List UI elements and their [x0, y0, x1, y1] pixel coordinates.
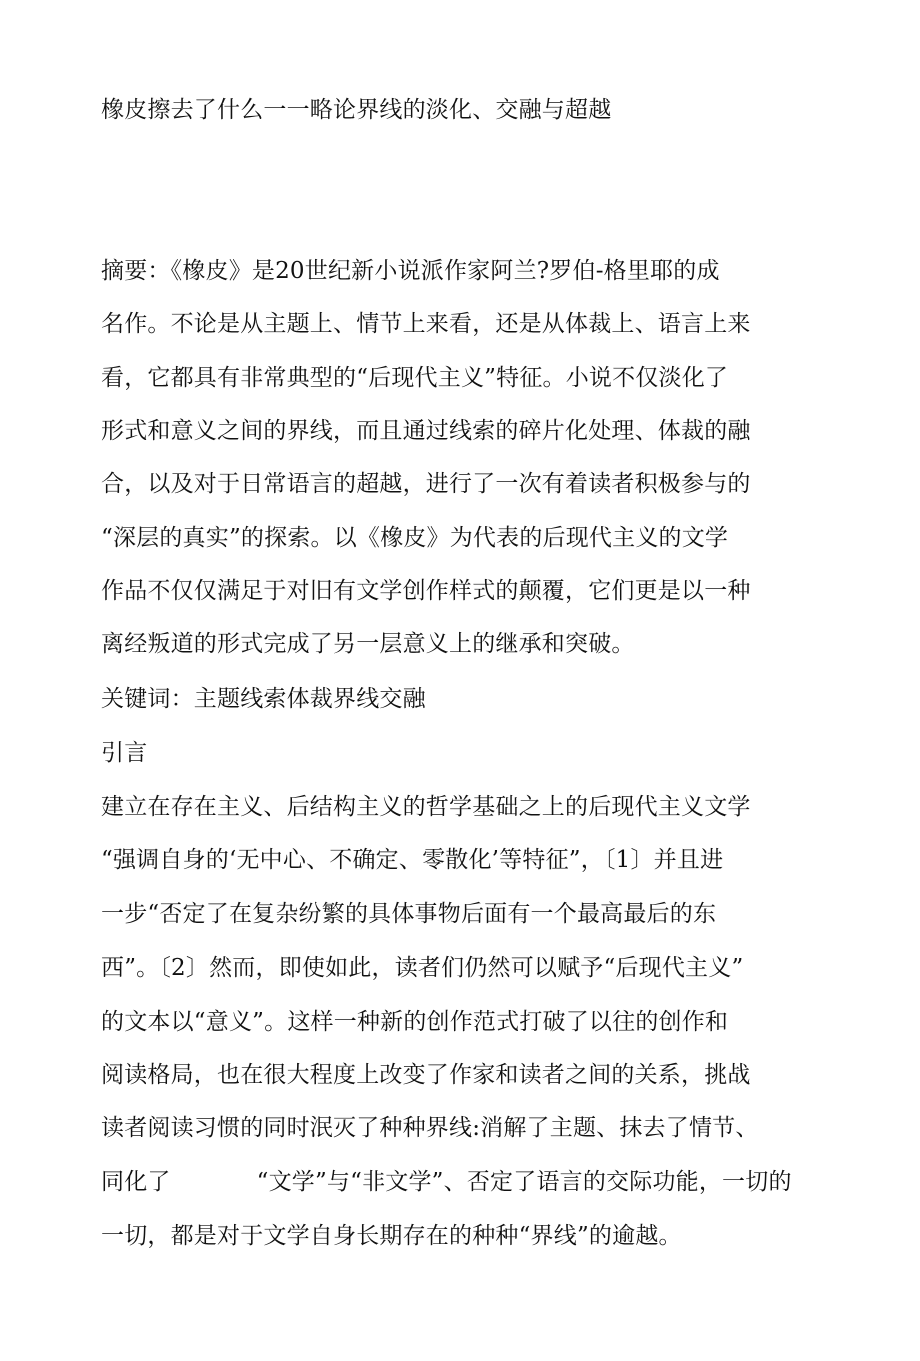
intro-line: [101, 1167, 792, 1197]
abstract-line: 摘要：《橡皮》是20世纪新小说派作家阿兰?罗伯-格里耶的成: [101, 258, 720, 284]
intro-heading: 引言: [101, 740, 148, 766]
abstract-line: 离经叛道的形式完成了另一层意义上的继承和突破。: [101, 631, 635, 657]
document-title: 橡皮擦去了什么一一略论界线的淡化、交融与超越: [101, 97, 612, 123]
keywords: 关键词：主题线索体裁界线交融: [101, 686, 426, 712]
intro-line-end: “文学”与“非文学”、否定了语言的交际功能，一切的: [256, 1169, 792, 1195]
intro-line: 阅读格局，也在很大程度上改变了作家和读者之间的关系，挑战: [101, 1062, 751, 1088]
intro-line: 读者阅读习惯的同时泯灭了种种界线:消解了主题、抹去了情节、: [101, 1115, 759, 1141]
abstract-line: “深层的真实”的探索。以《橡皮》为代表的后现代主义的文学: [101, 525, 729, 551]
abstract-line: 名作。不论是从主题上、情节上来看，还是从体裁上、语言上来: [101, 311, 751, 337]
abstract-line: 合，以及对于日常语言的超越，进行了一次有着读者积极参与的: [101, 471, 751, 497]
intro-line: 一步“否定了在复杂纷繁的具体事物后面有一个最高最后的东: [101, 901, 717, 927]
intro-line: 一切，都是对于文学自身长期存在的种种“界线”的逾越。: [101, 1223, 682, 1249]
intro-line: 建立在存在主义、后结构主义的哲学基础之上的后现代主义文学: [101, 794, 751, 820]
intro-line: “强调自身的‘无中心、不确定、零散化’等特征”，〔1〕并且进: [101, 847, 724, 873]
abstract-line: 看，它都具有非常典型的“后现代主义”特征。小说不仅淡化了: [101, 365, 729, 391]
abstract-line: 作品不仅仅满足于对旧有文学创作样式的颠覆，它们更是以一种: [101, 578, 751, 604]
abstract-line: 形式和意义之间的界线，而且通过线索的碎片化处理、体裁的融: [101, 418, 751, 444]
intro-line-start: 同化了: [101, 1169, 171, 1195]
intro-line: 的文本以“意义”。这样一种新的创作范式打破了以往的创作和: [101, 1009, 729, 1035]
intro-line: 西”。〔2〕然而，即使如此，读者们仍然可以赋予“后现代主义”: [101, 955, 744, 981]
